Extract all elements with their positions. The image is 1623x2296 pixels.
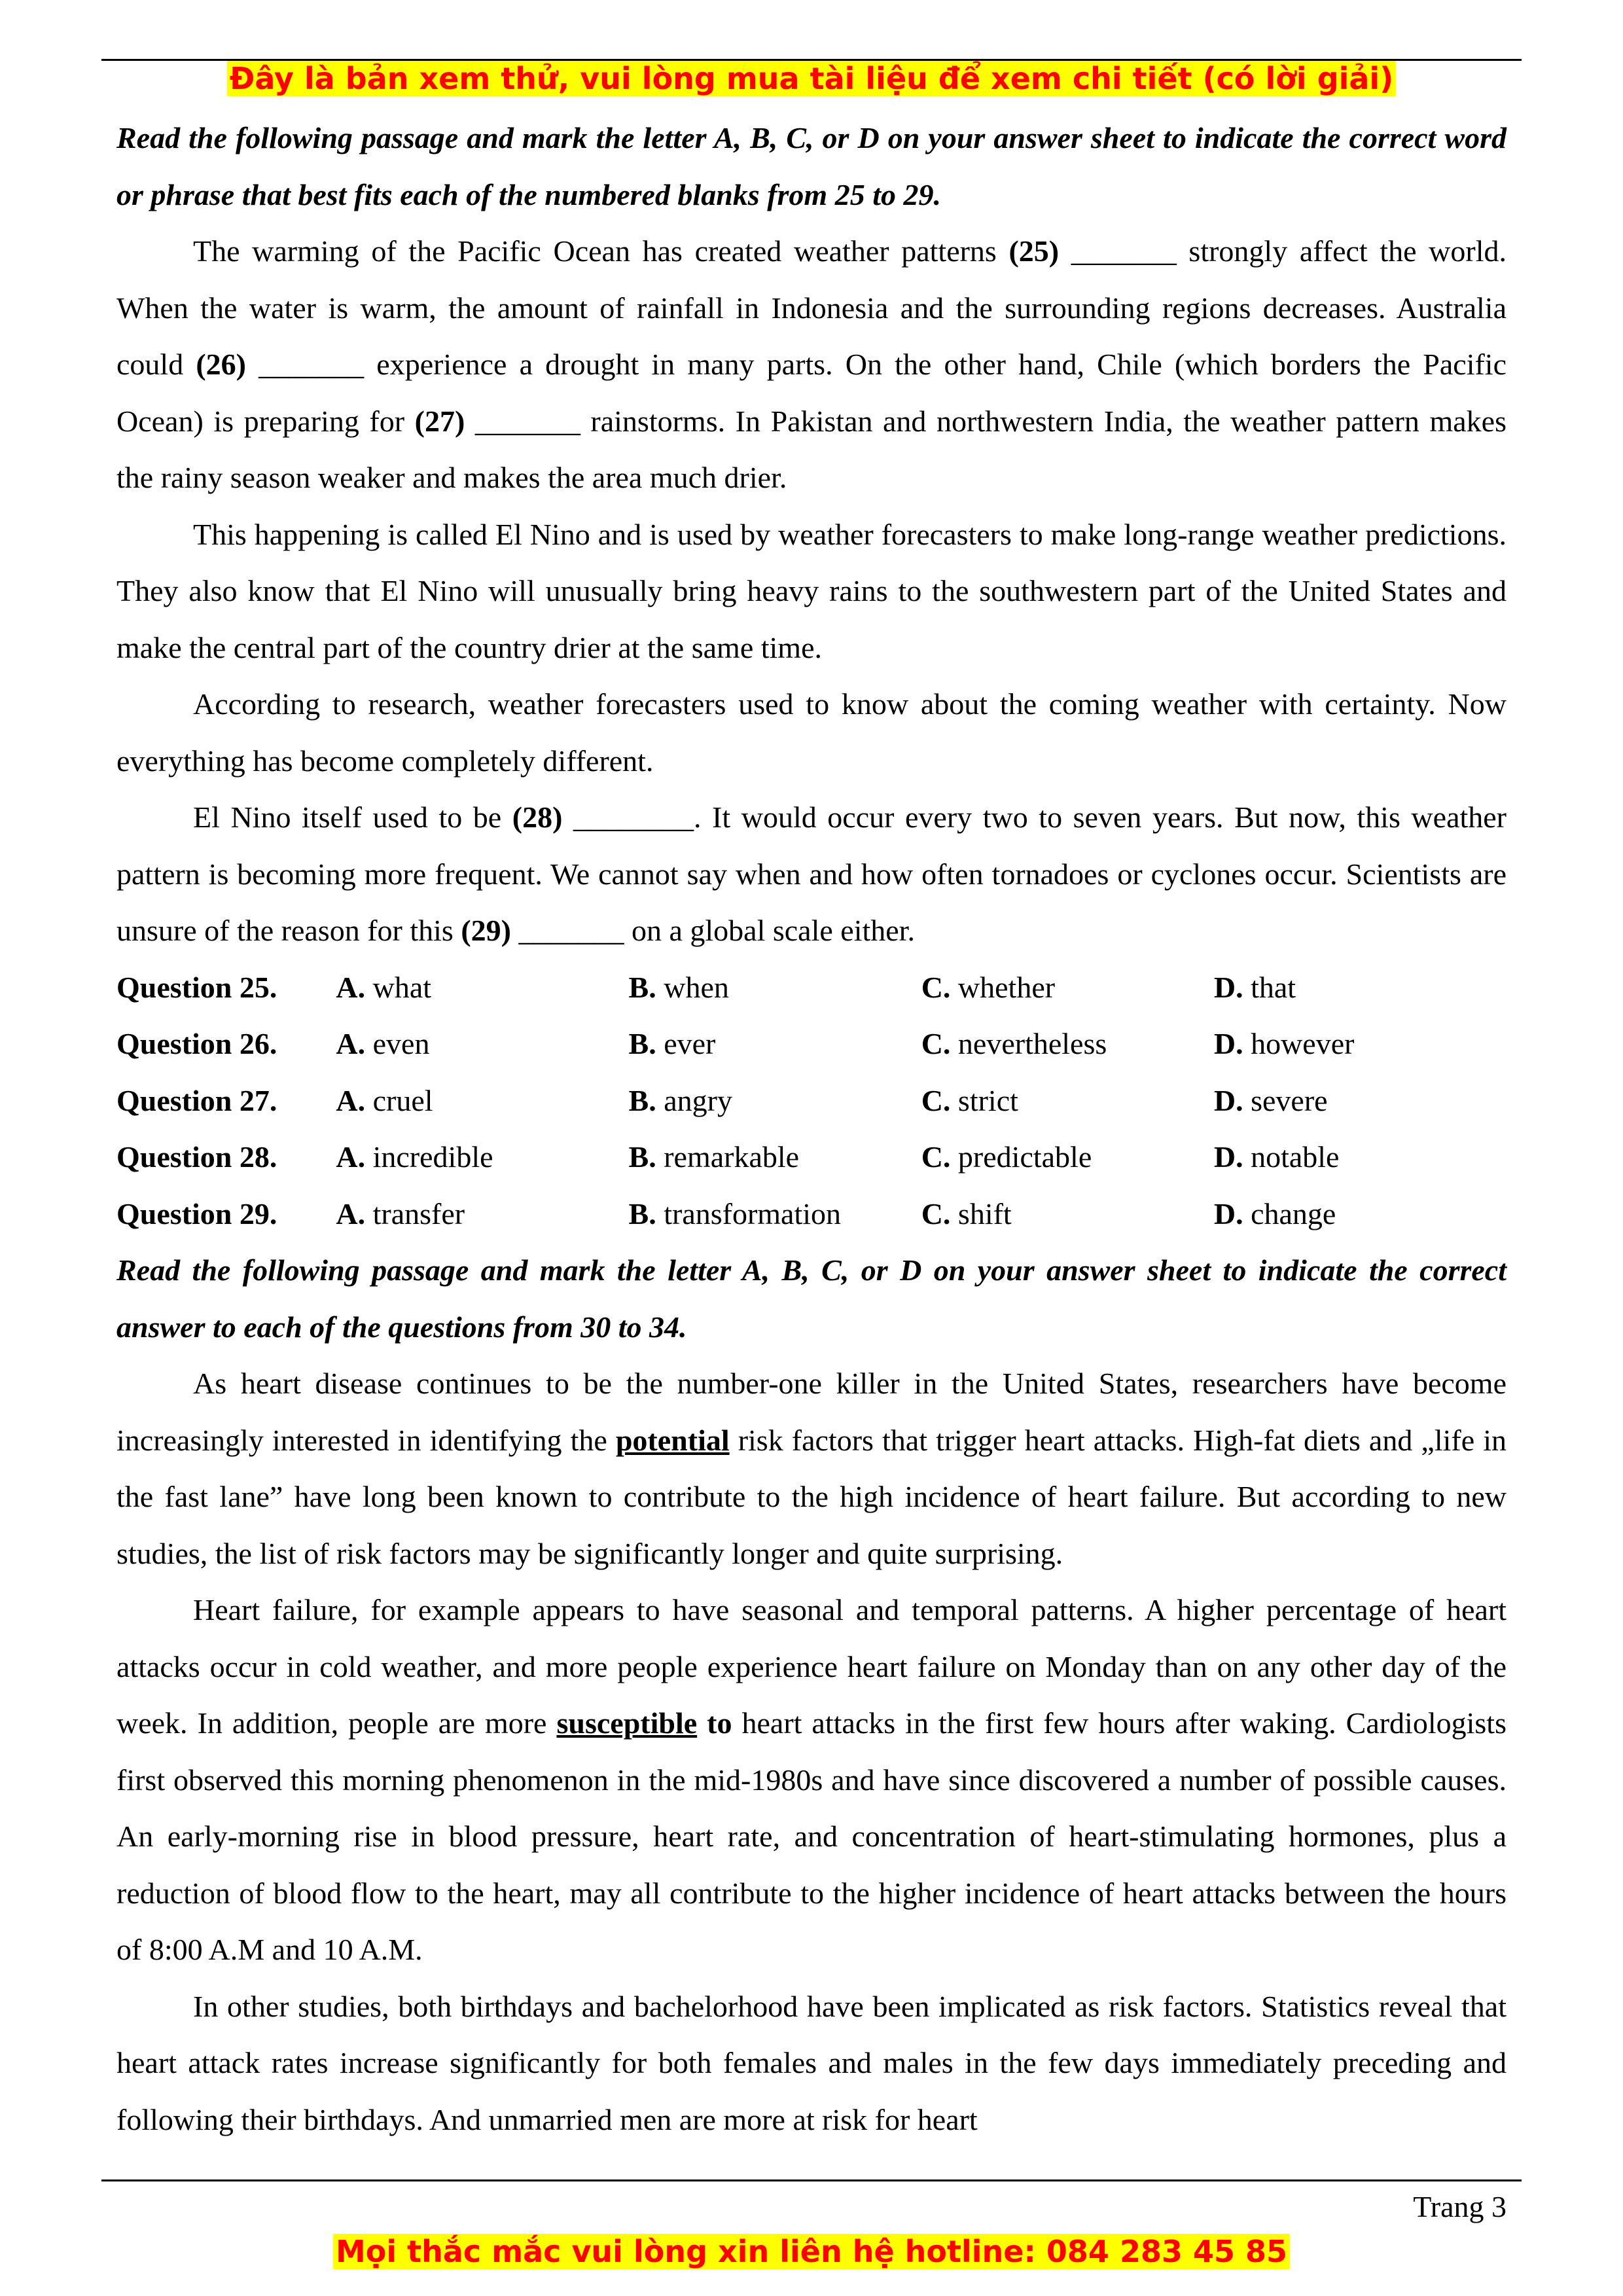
- question-row-29: [116, 1186, 1507, 1243]
- option-a[interactable]: A. cruel: [336, 1083, 433, 1117]
- underlined-word-potential: potential: [615, 1423, 730, 1457]
- page-number: Trang 3: [1413, 2190, 1507, 2223]
- option-b[interactable]: B. when: [628, 970, 729, 1004]
- bottom-rule: [101, 2179, 1522, 2181]
- passage-text: _______ experience a drought in many parts. On the other hand, Chile (which borders the Pacific Ocean) is preparing for: [116, 348, 1507, 438]
- passage-text: risk factors that trigger heart attacks. High-fat diets and „life in the fast lane” have long been known to contribute to the high incidence of heart failure. But according to new studies, the list of risk factors may be significantly longer and quite surprising.: [116, 1423, 1507, 1570]
- blank-number-25: (25): [1008, 234, 1060, 268]
- passage-text: _______ rainstorms. In Pakistan and northwestern India, the weather pattern makes the rainy season weaker and makes the area much drier.: [116, 404, 1507, 494]
- passage-text: _______ strongly affect the world. When the water is warm, the amount of rainfall in Indonesia and the surrounding regions decreases. Australia could: [116, 234, 1507, 381]
- option-b[interactable]: B. angry: [628, 1083, 732, 1117]
- passage1-paragraph-2: This happening is called El Nino and is used by weather forecasters to make long-range weather predictions. They also know that El Nino will unusually bring heavy rains to the southwestern part of the United States and make the central part of the country drier at the same time.: [116, 517, 1507, 664]
- question-row-26: [116, 1016, 1507, 1073]
- passage-text: As heart disease continues to be the number-one killer in the United States, researchers have become increasingly interested in identifying the: [116, 1367, 1507, 1457]
- blank-number-27: (27): [414, 404, 465, 438]
- passage2-paragraph-2: [116, 1582, 1507, 1979]
- instruction-reading: Read the following passage and mark the letter A, B, C, or D on your answer sheet to indicate the correct answer to each of the questions from 30 to 34.: [116, 1253, 1507, 1344]
- option-b[interactable]: B. ever: [628, 1027, 716, 1060]
- option-a[interactable]: A. even: [336, 1027, 430, 1060]
- question-row-25: [116, 960, 1507, 1016]
- passage-text: El Nino itself used to be: [193, 800, 512, 834]
- option-d[interactable]: D. notable: [1213, 1140, 1340, 1174]
- option-c[interactable]: C. strict: [921, 1083, 1018, 1117]
- passage1-paragraph-4: [116, 789, 1507, 960]
- option-a[interactable]: A. transfer: [336, 1196, 465, 1230]
- bold-word-to: to: [697, 1706, 732, 1740]
- preview-banner-text: Đây là bản xem thử, vui lòng mua tài liệu để xem chi tiết (có lời giải): [227, 61, 1396, 96]
- passage-text: ________. It would occur every two to seven years. But now, this weather pattern is becoming more frequent. We cannot say when and how often tornadoes or cyclones occur. Scientists are unsure of the reason for this: [116, 800, 1507, 947]
- preview-banner: [0, 59, 1623, 98]
- passage2-paragraph-1: [116, 1355, 1507, 1582]
- underlined-word-susceptible: susceptible: [556, 1706, 698, 1740]
- question-label: Question 28.: [116, 1140, 277, 1174]
- option-d[interactable]: D. however: [1213, 1027, 1355, 1060]
- option-c[interactable]: C. shift: [921, 1196, 1012, 1230]
- hotline-banner-text: Mọi thắc mắc vui lòng xin liên hệ hotline: 084 283 45 85: [333, 2234, 1290, 2269]
- option-a[interactable]: A. incredible: [336, 1140, 493, 1174]
- option-d[interactable]: D. severe: [1213, 1083, 1328, 1117]
- passage-text: heart attacks in the first few hours after waking. Cardiologists first observed this morning phenomenon in the mid-1980s and have since discovered a number of possible causes. An early-morning rise in blood pressure, heart rate, and concentration of heart-stimulating hormones, plus a reduction of blood flow to the heart, may all contribute to the higher incidence of heart attacks between the hours of 8:00 A.M and 10 A.M.: [116, 1706, 1507, 1966]
- blank-number-26: (26): [196, 348, 246, 381]
- question-row-28: [116, 1129, 1507, 1186]
- hotline-banner: [0, 2232, 1623, 2271]
- option-d[interactable]: D. change: [1213, 1196, 1336, 1230]
- passage-text: The warming of the Pacific Ocean has created weather patterns: [193, 234, 1009, 268]
- option-d[interactable]: D. that: [1213, 970, 1296, 1004]
- option-c[interactable]: C. nevertheless: [921, 1027, 1107, 1060]
- option-a[interactable]: A. what: [336, 970, 432, 1004]
- passage-text: Heart failure, for example appears to have seasonal and temporal patterns. A higher percentage of heart attacks occur in cold weather, and more people experience heart failure on Monday than on any other day of the week. In addition, people are more: [116, 1593, 1507, 1740]
- passage-text: _______ on a global scale either.: [510, 914, 915, 947]
- document-body: [116, 110, 1507, 2148]
- question-label: Question 27.: [116, 1083, 277, 1117]
- question-list: [116, 960, 1507, 1243]
- blank-number-28: (28): [512, 800, 563, 834]
- question-row-27: [116, 1073, 1507, 1130]
- option-b[interactable]: B. remarkable: [628, 1140, 800, 1174]
- passage1-paragraph-1: [116, 223, 1507, 507]
- question-label: Question 25.: [116, 970, 277, 1004]
- option-b[interactable]: B. transformation: [628, 1196, 842, 1230]
- passage1-paragraph-3: According to research, weather forecasters used to know about the coming weather with certainty. Now everything has become completely different.: [116, 687, 1507, 778]
- question-label: Question 29.: [116, 1196, 277, 1230]
- blank-number-29: (29): [461, 914, 511, 947]
- instruction-cloze: Read the following passage and mark the letter A, B, C, or D on your answer sheet to indicate the correct word or phrase that best fits each of the numbered blanks from 25 to 29.: [116, 121, 1507, 211]
- passage2-paragraph-3: In other studies, both birthdays and bachelorhood have been implicated as risk factors. Statistics reveal that heart attack rates increase significantly for both females and males in the few days immediately preceding and following their birthdays. And unmarried men are more at risk for heart: [116, 1989, 1507, 2136]
- question-label: Question 26.: [116, 1027, 277, 1060]
- option-c[interactable]: C. whether: [921, 970, 1056, 1004]
- option-c[interactable]: C. predictable: [921, 1140, 1092, 1174]
